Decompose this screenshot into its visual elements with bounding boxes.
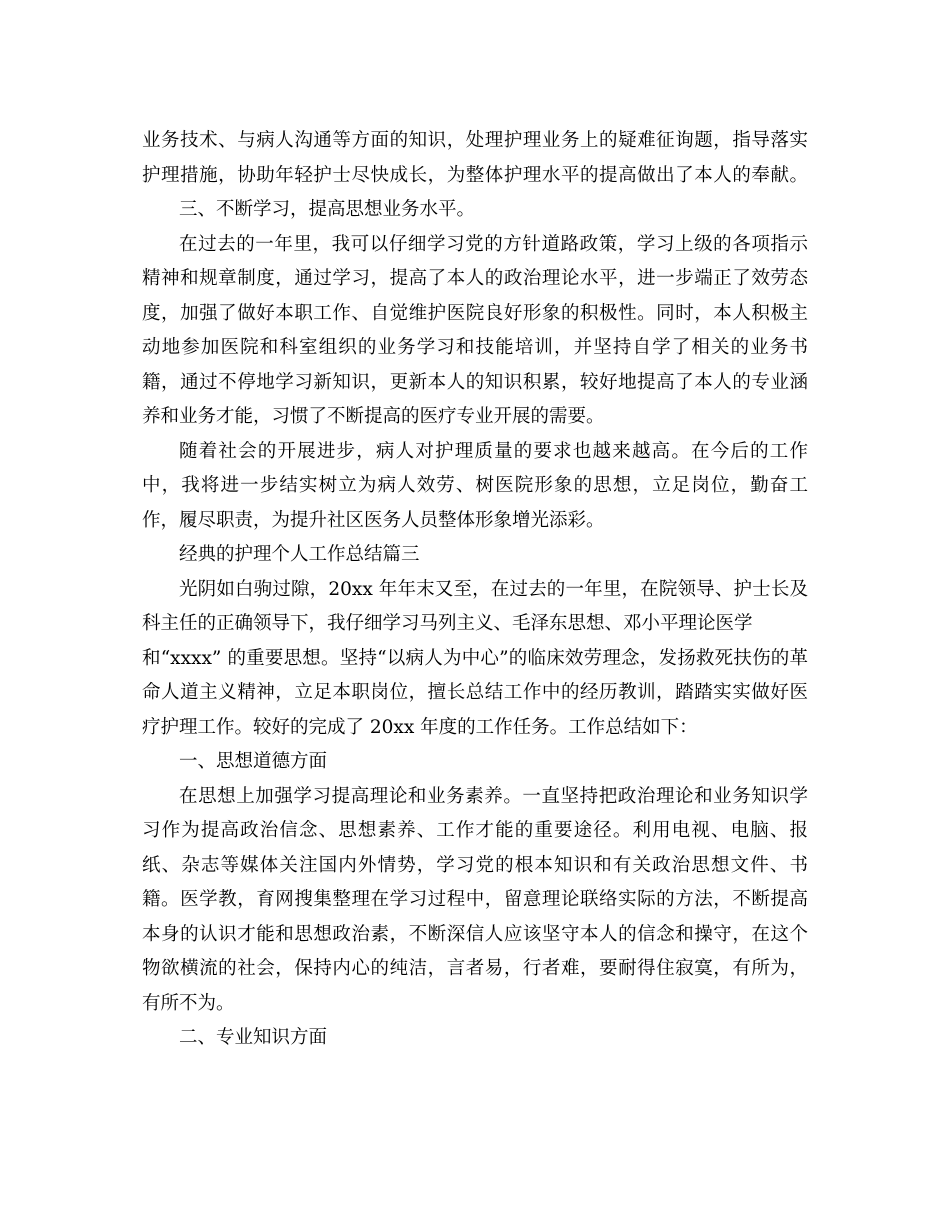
- text-line: 有所不为。: [142, 992, 235, 1014]
- text-line: 一、思想道德方面: [179, 751, 328, 772]
- text-line: 经典的护理个人工作总结篇三: [179, 544, 420, 565]
- text-line: 物欲横流的社会，保持内心的纯洁，言者易，行者难，要耐得住寂寞，有所为，: [142, 958, 808, 979]
- document-body: [142, 124, 808, 1056]
- text-line: 纸、杂志等媒体关注国内外情势，学习党的根本知识和有关政治思想文件、书: [142, 854, 808, 876]
- text-line: 作，履尽职责，为提升社区医务人员整体形象增光添彩。: [142, 509, 605, 531]
- text-line: 光阴如白驹过隙，20xx 年年末又至，在过去的一年里，在院领导、护士长及: [179, 578, 808, 600]
- text-line: 随着社会的开展进步，病人对护理质量的要求也越来越高。在今后的工作: [179, 440, 808, 462]
- text-line: 度，加强了做好本职工作、自觉维护医院良好形象的积极性。同时，本人积极主: [142, 302, 808, 324]
- text-line: 习作为提高政治信念、思想素养、工作才能的重要途径。利用电视、电脑、报: [142, 820, 808, 841]
- text-line: 科主任的正确领导下，我仔细学习马列主义、毛泽东思想、邓小平理论医学: [142, 613, 753, 634]
- text-line: 精神和规章制度，通过学习，提高了本人的政治理论水平，进一步端正了效劳态: [142, 268, 808, 289]
- text-line: 籍。医学教，育网搜集整理在学习过程中，留意理论联络实际的方法，不断提高: [142, 889, 808, 910]
- text-line: 命人道主义精神，立足本职岗位，擅长总结工作中的经历教训，踏踏实实做好医: [142, 682, 808, 703]
- text-line: 中，我将进一步结实树立为病人效劳、树医院形象的思想，立足岗位，勤奋工: [142, 475, 808, 496]
- text-line: 在思想上加强学习提高理论和业务素养。一直坚持把政治理论和业务知识学: [179, 785, 808, 807]
- text-line: 三、不断学习，提高思想业务水平。: [179, 199, 476, 220]
- text-line: 和“xxxx” 的重要思想。坚持“以病人为中心”的临床效劳理念，发扬救死扶伤的革: [142, 647, 808, 669]
- text-line: 二、专业知识方面: [179, 1027, 328, 1048]
- text-line: 护理措施，协助年轻护士尽快成长，为整体护理水平的提高做出了本人的奉献。: [142, 164, 808, 186]
- text-line: 疗护理工作。较好的完成了 20xx 年度的工作任务。工作总结如下：: [142, 716, 698, 738]
- text-line: 在过去的一年里，我可以仔细学习党的方针道路政策，学习上级的各项指示: [179, 233, 808, 255]
- text-line: 业务技术、与病人沟通等方面的知识，处理护理业务上的疑难征询题，指导落实: [142, 130, 808, 151]
- text-line: 籍，通过不停地学习新知识，更新本人的知识积累，较好地提高了本人的专业涵: [142, 371, 808, 393]
- text-line: 动地参加医院和科室组织的业务学习和技能培训，并坚持自学了相关的业务书: [142, 337, 808, 358]
- text-line: 养和业务才能，习惯了不断提高的医疗专业开展的需要。: [142, 406, 605, 427]
- text-line: 本身的认识才能和思想政治素，不断深信人应该坚守本人的信念和操守，在这个: [142, 923, 808, 945]
